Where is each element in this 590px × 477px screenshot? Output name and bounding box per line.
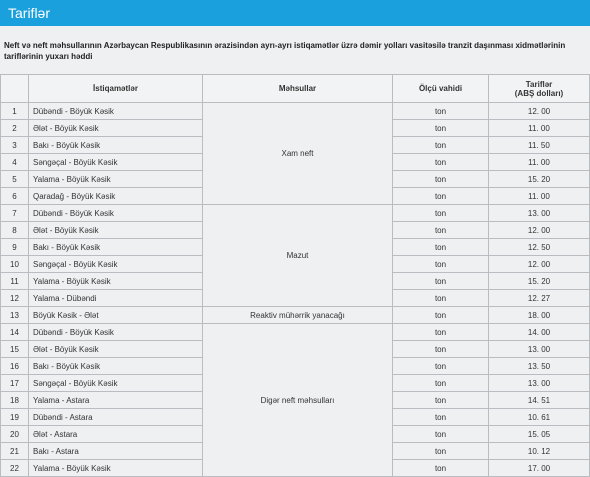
- row-number: 10: [1, 256, 29, 273]
- row-tariff: 10. 61: [489, 409, 590, 426]
- row-number: 7: [1, 205, 29, 222]
- row-unit: ton: [393, 188, 489, 205]
- row-tariff: 15. 20: [489, 273, 590, 290]
- table-row: [1, 324, 590, 341]
- row-unit: ton: [393, 171, 489, 188]
- col-header-tariff-line2: (ABŞ dolları): [514, 88, 564, 98]
- row-number: 19: [1, 409, 29, 426]
- row-direction: Ələt - Böyük Kəsik: [29, 222, 203, 239]
- row-tariff: 11. 50: [489, 137, 590, 154]
- intro-text: Neft və neft məhsullarının Azərbaycan Respublikasının ərazisindən ayrı-ayrı istiqamətlər üzrə dəmir yolları vasitəsilə tranzit daşınması xidmətlərinin tariflərinin yuxarı həddi: [4, 41, 566, 61]
- row-unit: ton: [393, 205, 489, 222]
- row-tariff: 18. 00: [489, 307, 590, 324]
- col-header-direction: İstiqamətlər: [29, 75, 203, 103]
- row-direction: Səngəçal - Böyük Kəsik: [29, 375, 203, 392]
- col-header-number: [1, 75, 29, 103]
- row-unit: ton: [393, 392, 489, 409]
- row-direction: Ələt - Böyük Kəsik: [29, 120, 203, 137]
- row-tariff: 13. 00: [489, 341, 590, 358]
- row-number: 13: [1, 307, 29, 324]
- row-number: 1: [1, 103, 29, 120]
- col-header-tariff: [489, 75, 590, 103]
- row-tariff: 15. 20: [489, 171, 590, 188]
- row-unit: ton: [393, 154, 489, 171]
- row-direction: Səngəçal - Böyük Kəsik: [29, 154, 203, 171]
- row-number: 21: [1, 443, 29, 460]
- row-tariff: 11. 00: [489, 188, 590, 205]
- row-unit: ton: [393, 375, 489, 392]
- row-product: Xam neft: [203, 103, 393, 205]
- row-number: 20: [1, 426, 29, 443]
- row-direction: Ələt - Böyük Kəsik: [29, 341, 203, 358]
- row-direction: Qaradağ - Böyük Kəsik: [29, 188, 203, 205]
- row-unit: ton: [393, 443, 489, 460]
- row-direction: Yalama - Dübəndi: [29, 290, 203, 307]
- table-header-row: [1, 75, 590, 103]
- row-tariff: 15. 05: [489, 426, 590, 443]
- row-product: Mazut: [203, 205, 393, 307]
- row-unit: ton: [393, 120, 489, 137]
- row-direction: Böyük Kəsik - Ələt: [29, 307, 203, 324]
- row-unit: ton: [393, 290, 489, 307]
- row-number: 4: [1, 154, 29, 171]
- row-direction: Dübəndi - Böyük Kəsik: [29, 103, 203, 120]
- row-unit: ton: [393, 324, 489, 341]
- table-row: [1, 103, 590, 120]
- row-tariff: 10. 12: [489, 443, 590, 460]
- row-tariff: 12. 00: [489, 222, 590, 239]
- row-tariff: 17. 00: [489, 460, 590, 477]
- page-title: Tariflər: [8, 5, 51, 21]
- row-number: 2: [1, 120, 29, 137]
- row-number: 12: [1, 290, 29, 307]
- row-tariff: 11. 00: [489, 154, 590, 171]
- row-tariff: 14. 00: [489, 324, 590, 341]
- row-number: 22: [1, 460, 29, 477]
- row-direction: Bakı - Böyük Kəsik: [29, 239, 203, 256]
- table-row: [1, 205, 590, 222]
- row-product: Digər neft məhsulları: [203, 324, 393, 477]
- row-unit: ton: [393, 409, 489, 426]
- row-number: 9: [1, 239, 29, 256]
- row-unit: ton: [393, 307, 489, 324]
- row-number: 6: [1, 188, 29, 205]
- row-number: 8: [1, 222, 29, 239]
- row-direction: Yalama - Böyük Kəsik: [29, 171, 203, 188]
- row-number: 18: [1, 392, 29, 409]
- row-direction: Ələt - Astara: [29, 426, 203, 443]
- page-header: [0, 0, 590, 26]
- tariff-table: [0, 74, 590, 477]
- row-direction: Səngəçal - Böyük Kəsik: [29, 256, 203, 273]
- row-unit: ton: [393, 426, 489, 443]
- row-number: 14: [1, 324, 29, 341]
- row-number: 5: [1, 171, 29, 188]
- row-unit: ton: [393, 273, 489, 290]
- row-unit: ton: [393, 358, 489, 375]
- row-number: 15: [1, 341, 29, 358]
- row-tariff: 12. 00: [489, 256, 590, 273]
- row-tariff: 11. 00: [489, 120, 590, 137]
- row-product: Reaktiv mühərrik yanacağı: [203, 307, 393, 324]
- row-unit: ton: [393, 239, 489, 256]
- row-direction: Yalama - Böyük Kəsik: [29, 460, 203, 477]
- row-number: 16: [1, 358, 29, 375]
- row-direction: Bakı - Böyük Kəsik: [29, 358, 203, 375]
- row-direction: Dübəndi - Böyük Kəsik: [29, 324, 203, 341]
- row-unit: ton: [393, 256, 489, 273]
- col-header-tariff-line1: Tariflər: [525, 79, 553, 89]
- row-direction: Yalama - Böyük Kəsik: [29, 273, 203, 290]
- row-unit: ton: [393, 137, 489, 154]
- row-tariff: 14. 51: [489, 392, 590, 409]
- row-tariff: 12. 27: [489, 290, 590, 307]
- row-unit: ton: [393, 222, 489, 239]
- row-direction: Dübəndi - Böyük Kəsik: [29, 205, 203, 222]
- row-number: 17: [1, 375, 29, 392]
- table-row: [1, 307, 590, 324]
- col-header-unit: Ölçü vahidi: [393, 75, 489, 103]
- row-unit: ton: [393, 460, 489, 477]
- row-number: 11: [1, 273, 29, 290]
- row-tariff: 13. 00: [489, 375, 590, 392]
- row-tariff: 13. 00: [489, 205, 590, 222]
- col-header-product: Məhsullar: [203, 75, 393, 103]
- row-direction: Bakı - Böyük Kəsik: [29, 137, 203, 154]
- row-tariff: 12. 00: [489, 103, 590, 120]
- row-tariff: 12. 50: [489, 239, 590, 256]
- row-unit: ton: [393, 341, 489, 358]
- row-direction: Bakı - Astara: [29, 443, 203, 460]
- row-direction: Dübəndi - Astara: [29, 409, 203, 426]
- row-unit: ton: [393, 103, 489, 120]
- row-number: 3: [1, 137, 29, 154]
- row-tariff: 13. 50: [489, 358, 590, 375]
- row-direction: Yalama - Astara: [29, 392, 203, 409]
